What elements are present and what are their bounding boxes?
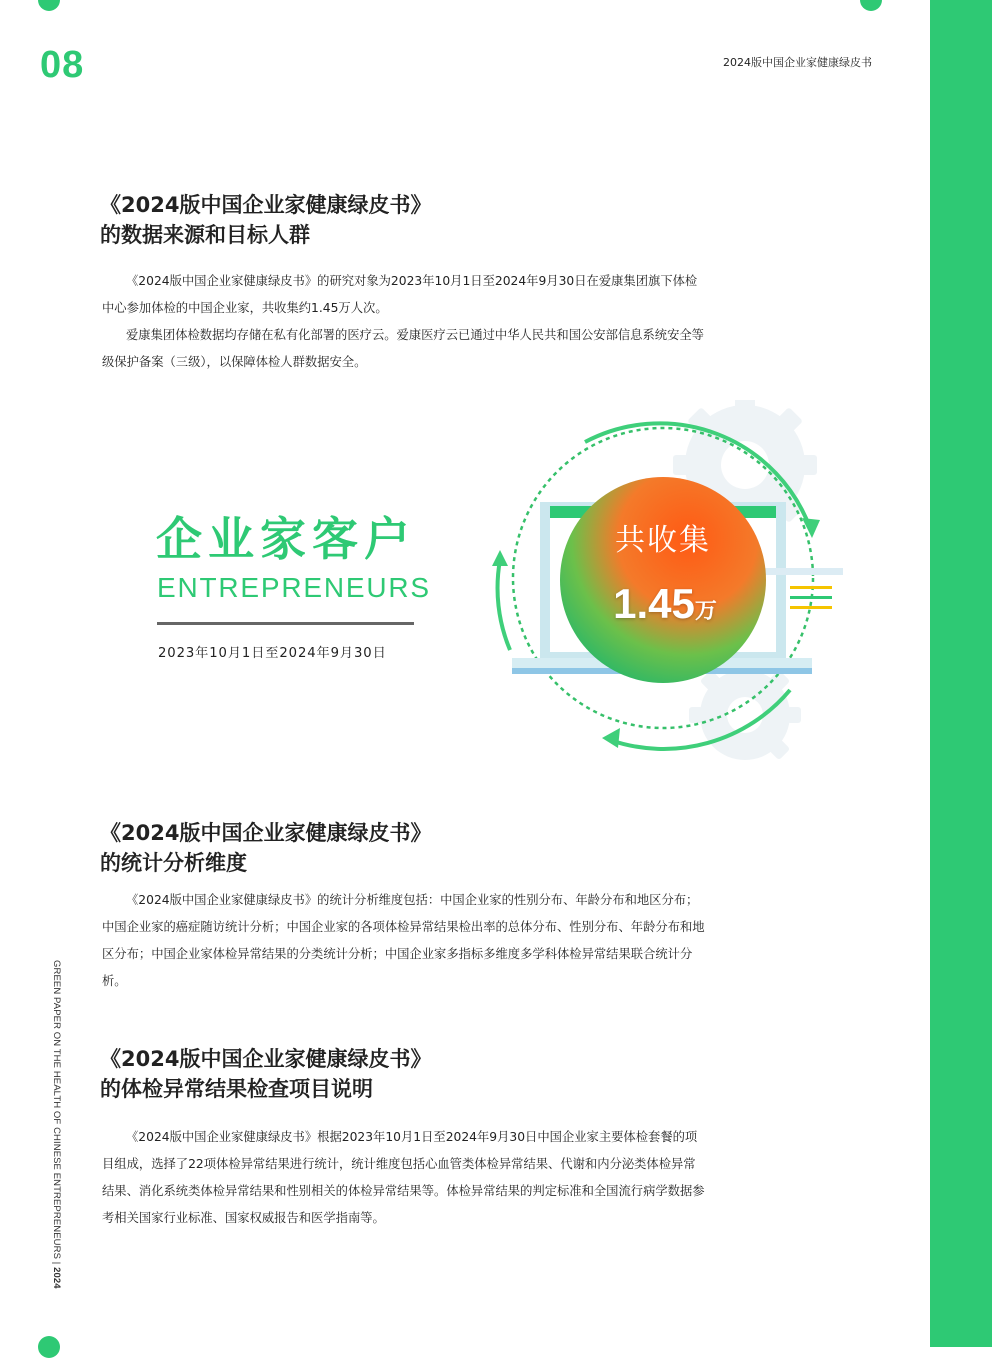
circle-value-number: 1.45 <box>613 580 695 627</box>
right-green-band <box>930 0 992 1347</box>
section1-paragraph-1 <box>102 268 707 322</box>
infographic-title: 企业家客户 <box>156 512 416 566</box>
section1-paragraph-2-text: 爱康集团体检数据均存储在私有化部署的医疗云。爱康医疗云已通过中华人民共和国公安部信息系统安全等级保护备案（三级），以保障体检人群数据安全。 <box>102 328 704 369</box>
circle-value <box>580 580 750 628</box>
side-caption-year: 2024 <box>51 1267 62 1289</box>
section2-paragraph-1 <box>102 887 707 995</box>
section1-title-line1: 《2024版中国企业家健康绿皮书》 <box>100 193 432 217</box>
section2-title-line2: 的统计分析维度 <box>100 851 247 875</box>
page-number: 08 <box>40 44 85 86</box>
circle-value-unit: 万 <box>694 598 717 623</box>
section3-paragraph-1 <box>102 1124 707 1232</box>
side-caption-separator: | <box>51 1261 62 1265</box>
corner-dot-top-left <box>38 0 60 11</box>
section3-title-line1: 《2024版中国企业家健康绿皮书》 <box>100 1047 432 1071</box>
corner-dot-top-right <box>860 0 882 11</box>
section3-title <box>100 1044 431 1104</box>
infographic-date-range: 2023年10月1日至2024年9月30日 <box>158 646 387 661</box>
section2-title-line1: 《2024版中国企业家健康绿皮书》 <box>100 821 432 845</box>
vertical-side-caption <box>48 960 62 1289</box>
section2-paragraph-1-text: 《2024版中国企业家健康绿皮书》的统计分析维度包括：中国企业家的性别分布、年龄分布和地区分布；中国企业家的癌症随访统计分析；中国企业家的各项体检异常结果检出率的总体分布、性别分布、年龄分布和地区分布；中国企业家体检异常结果的分类统计分析；中国企业家多指标多维度多学科体检异常结果联合统计分析。 <box>102 893 705 988</box>
running-header-title: 2024版中国企业家健康绿皮书 <box>723 56 872 69</box>
arrow-icon-left <box>498 560 510 650</box>
circle-label: 共收集 <box>615 523 711 558</box>
section1-title-line2: 的数据来源和目标人群 <box>100 223 310 247</box>
infographic-divider <box>157 622 414 625</box>
section2-title <box>100 818 431 878</box>
side-caption-label: GREEN PAPER ON THE HEALTH OF CHINESE ENTREPRENEURS <box>51 960 62 1260</box>
section1-paragraph-1-text: 《2024版中国企业家健康绿皮书》的研究对象为2023年10月1日至2024年9月30日在爱康集团旗下体检中心参加体检的中国企业家，共收集约1.45万人次。 <box>102 274 698 315</box>
section3-paragraph-1-text: 《2024版中国企业家健康绿皮书》根据2023年10月1日至2024年9月30日中国企业家主要体检套餐的项目组成，选择了22项体检异常结果进行统计，统计维度包括心血管类体检异常结果、代谢和内分泌类体检异常结果、消化系统类体检异常结果和性别相关的体检异常结果等。体检异常结果的判定标准和全国流行病学数据参考相关国家行业标准、国家权威报告和医学指南等。 <box>102 1130 705 1225</box>
infographic-subtitle: ENTREPRENEURS <box>157 572 431 603</box>
section3-title-line2: 的体检异常结果检查项目说明 <box>100 1077 373 1101</box>
corner-dot-bottom-left <box>38 1336 60 1358</box>
section1-paragraph-2 <box>102 322 707 376</box>
section1-title <box>100 190 431 250</box>
